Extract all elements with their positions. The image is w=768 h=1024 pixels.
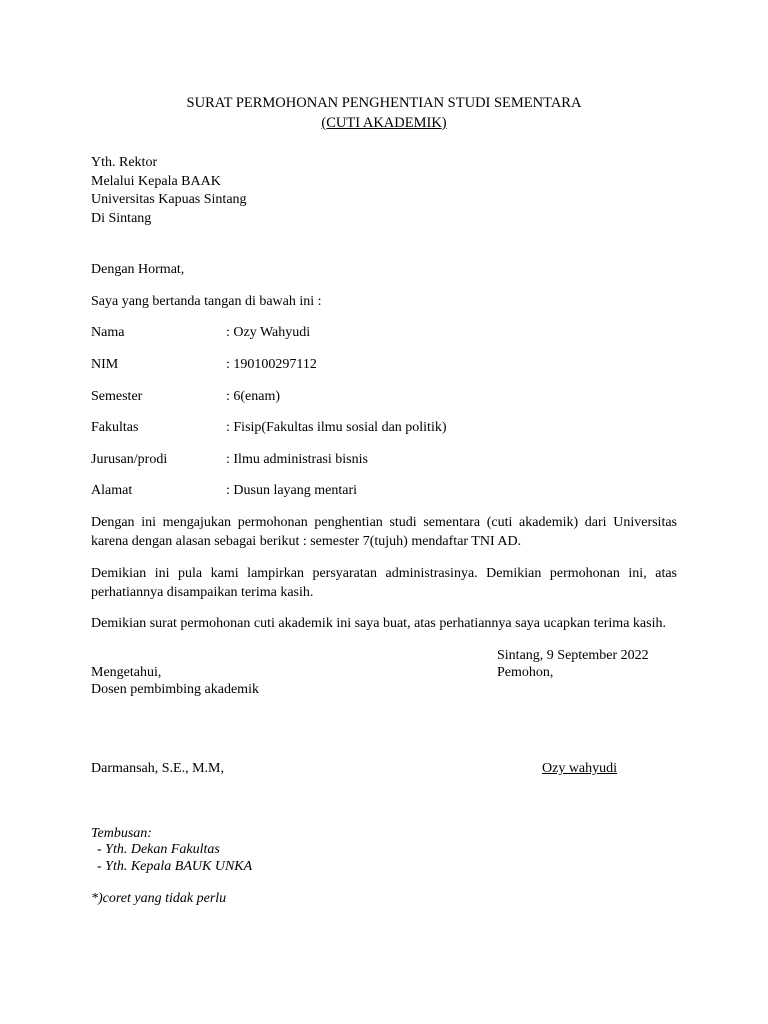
footnote: *)coret yang tidak perlu (91, 891, 227, 906)
field-value: : Fisip(Fakultas ilmu sosial dan politik) (226, 420, 447, 435)
field-label: NIM (91, 357, 119, 372)
body-paragraph: Dengan ini mengajukan permohonan penghentian studi sementara (cuti akademik) dari Universitas karena dengan alasan sebagai berikut : semester 7(tujuh) mendaftar TNI AD. (91, 515, 677, 549)
field-label: Semester (91, 389, 143, 404)
place-date: Sintang, 9 September 2022 (497, 648, 649, 663)
field-value: : 6(enam) (226, 389, 281, 404)
greeting: Dengan Hormat, (91, 262, 185, 277)
field-label: Alamat (91, 483, 133, 498)
knowing-label: Mengetahui, (91, 665, 162, 680)
field-label: Jurusan/prodi (91, 452, 168, 467)
recipient-line: Yth. Rektor (91, 155, 158, 170)
advisor-label: Dosen pembimbing akademik (91, 682, 259, 697)
cc-item: - Yth. Dekan Fakultas (97, 842, 220, 857)
letter-subtitle: (CUTI AKADEMIK) (321, 115, 447, 131)
field-label: Fakultas (91, 420, 139, 435)
field-value: : Ilmu administrasi bisnis (226, 452, 368, 467)
applicant-name: Ozy wahyudi (542, 761, 618, 776)
recipient-line: Universitas Kapuas Sintang (91, 192, 247, 207)
recipient-line: Di Sintang (91, 211, 152, 226)
cc-item: - Yth. Kepala BAUK UNKA (97, 859, 253, 874)
advisor-name: Darmansah, S.E., M.M, (91, 761, 224, 776)
letter-title: SURAT PERMOHONAN PENGHENTIAN STUDI SEMENTARA (186, 95, 582, 111)
field-label: Nama (91, 325, 125, 340)
intro-text: Saya yang bertanda tangan di bawah ini : (91, 294, 322, 309)
field-value: : Dusun layang mentari (226, 483, 358, 498)
cc-label: Tembusan: (91, 826, 152, 841)
body-paragraph: Demikian surat permohonan cuti akademik ini saya buat, atas perhatiannya saya ucapkan terima kasih. (91, 616, 666, 631)
applicant-label: Pemohon, (497, 665, 554, 680)
recipient-line: Melalui Kepala BAAK (91, 174, 221, 189)
field-value: : 190100297112 (226, 357, 317, 372)
body-paragraph: Demikian ini pula kami lampirkan persyaratan administrasinya. Demikian permohonan ini, atas perhatiannya disampaikan terima kasih. (91, 566, 677, 600)
field-value: : Ozy Wahyudi (226, 325, 311, 340)
